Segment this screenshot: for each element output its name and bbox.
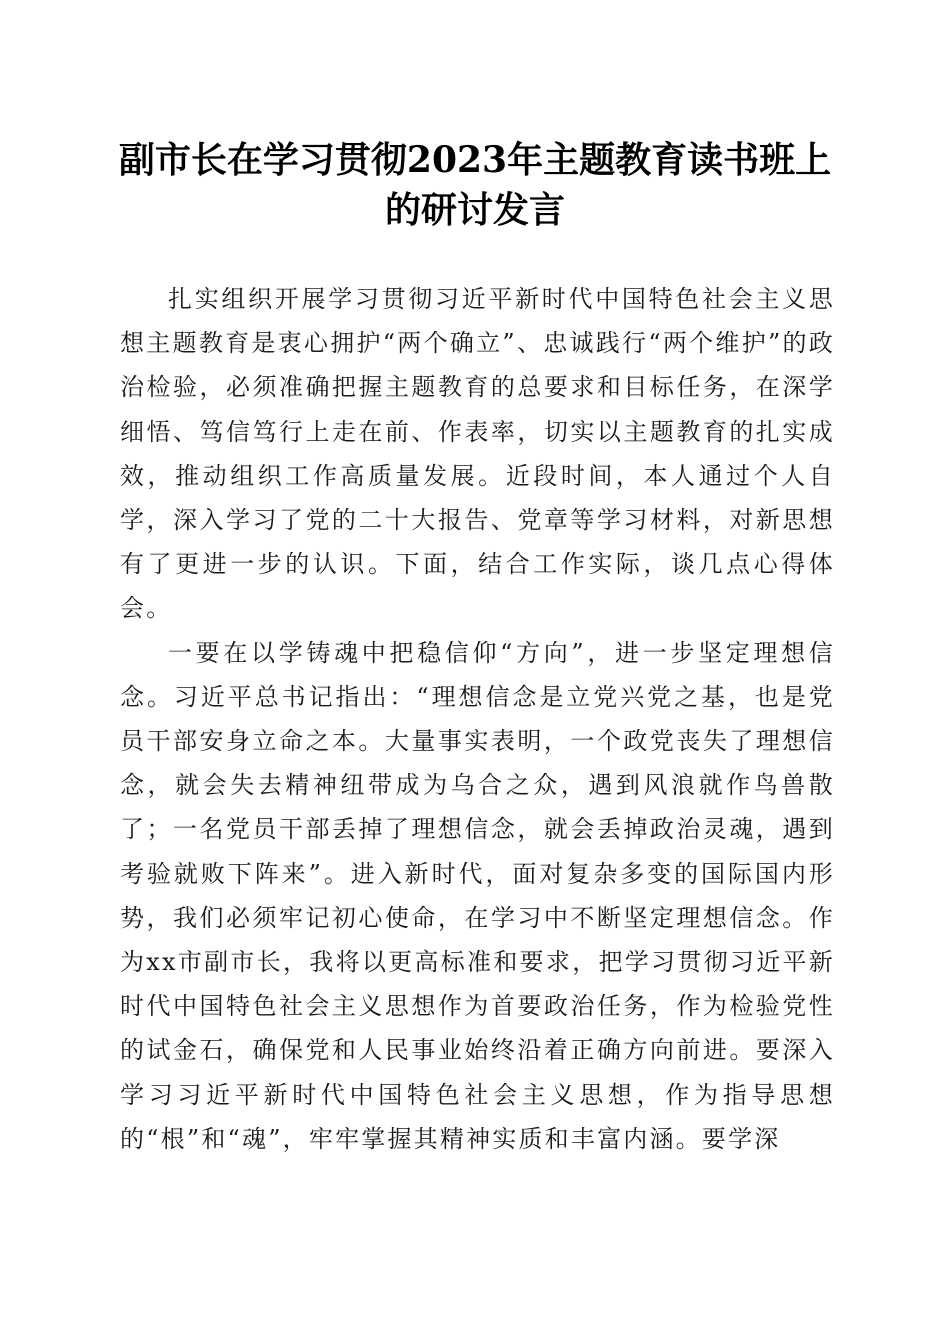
document-title [110, 135, 840, 235]
document-body [120, 277, 835, 1161]
paragraph-intro: 扎实组织开展学习贯彻习近平新时代中国特色社会主义思想主题教育是衷心拥护“两个确立”、忠诚践行“两个维护”的政治检验，必须准确把握主题教育的总要求和目标任务，在深学细悟、笃信笃行上走在前、作表率，切实以主题教育的扎实成效，推动组织工作高质量发展。近段时间，本人通过个人自学，深入学习了党的二十大报告、党章等学习材料，对新思想有了更进一步的认识。下面，结合工作实际，谈几点心得体会。 [120, 285, 835, 623]
title-line-1: 副市长在学习贯彻2023年主题教育读书班上 [118, 139, 832, 181]
title-line-2: 的研讨发言 [384, 189, 565, 231]
paragraph-point-one: 一要在以学铸魂中把稳信仰“方向”，进一步坚定理想信念。习近平总书记指出：“理想信念是立党兴党之基，也是党员干部安身立命之本。大量事实表明，一个政党丧失了理想信念，就会失去精神纽带成为乌合之众，遇到风浪就作鸟兽散了；一名党员干部丢掉了理想信念，就会丢掉政治灵魂，遇到考验就败下阵来”。进入新时代，面对复杂多变的国际国内形势，我们必须牢记初心使命，在学习中不断坚定理想信念。作为xx市副市长，我将以更高标准和要求，把学习贯彻习近平新时代中国特色社会主义思想作为首要政治任务，作为检验党性的试金石，确保党和人民事业始终沿着正确方向前进。要深入学习习近平新时代中国特色社会主义思想，作为指导思想的“根”和“魂”，牢牢掌握其精神实质和丰富内涵。要学深 [120, 638, 835, 1153]
